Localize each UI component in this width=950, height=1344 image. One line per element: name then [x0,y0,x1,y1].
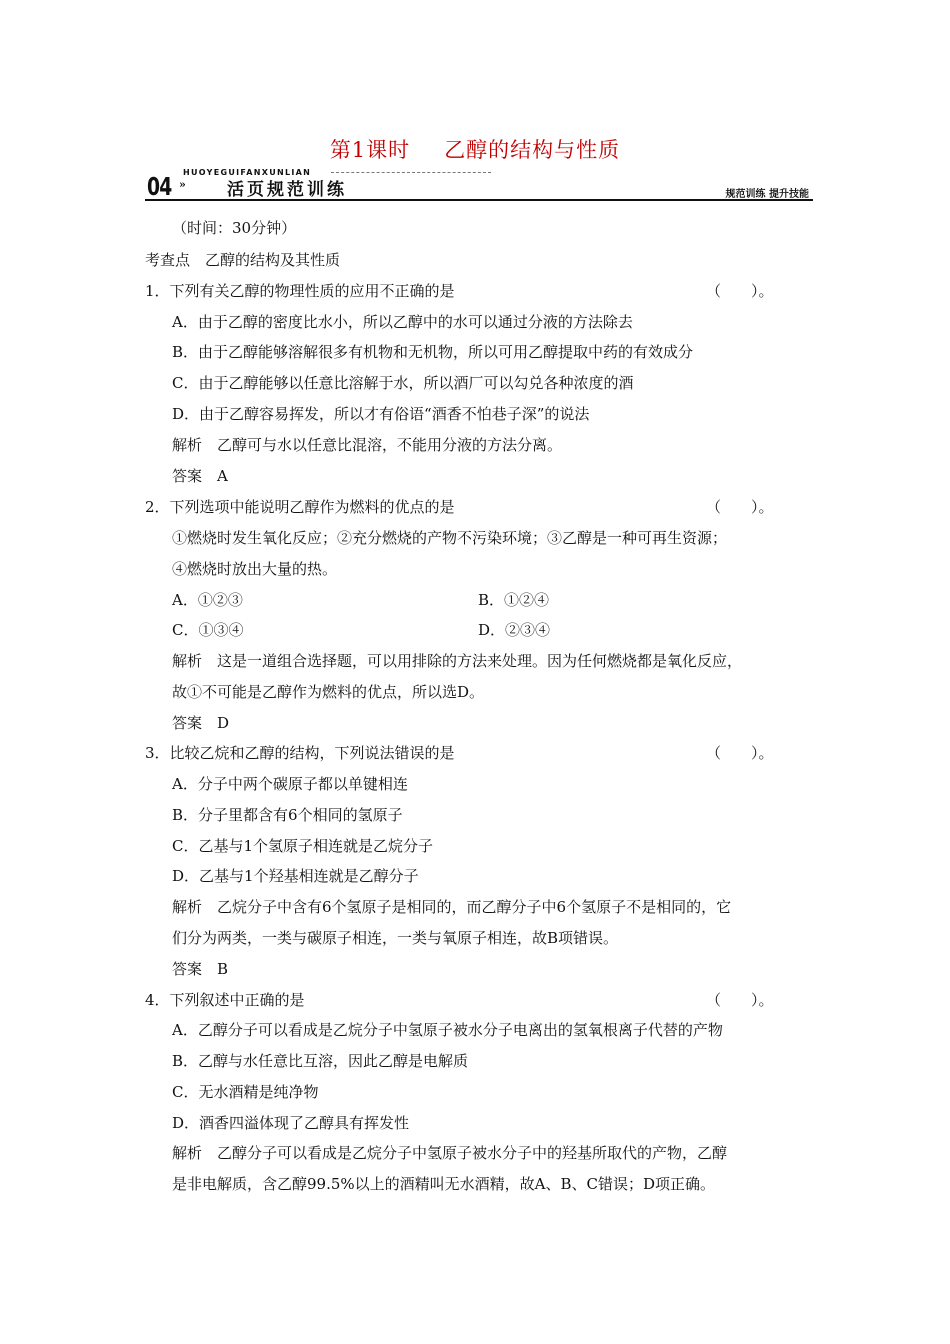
question-1-option-b: B．由于乙醇能够溶解很多有机物和无机物，所以可用乙醇提取中药的有效成分 [172,343,694,361]
question-4-stem: 4．下列叙述中正确的是 [145,991,305,1009]
question-1-analysis: 解析 乙醇可与水以任意比混溶，不能用分液的方法分离。 [172,436,563,454]
question-4-option-b: B．乙醇与水任意比互溶，因此乙醇是电解质 [172,1052,469,1070]
question-2-blank: （ ）。 [706,498,774,516]
question-3-blank: （ ）。 [706,744,774,762]
banner-dotted-rule [331,172,491,173]
banner-arrow-icon: » [179,178,186,191]
section-banner [145,166,813,202]
question-2-analysis-line-1: 解析 这是一道组合选择题，可以用排除的方法来处理。因为任何燃烧都是氧化反应， [172,652,743,670]
question-1-answer: 答案 A [172,467,228,485]
question-2-option-c: C．①③④ [172,621,244,639]
question-1-option-d: D．由于乙醇容易挥发，所以才有俗语“酒香不怕巷子深”的说法 [172,405,590,423]
question-1-option-a: A．由于乙醇的密度比水小，所以乙醇中的水可以通过分液的方法除去 [172,313,633,331]
question-3-answer: 答案 B [172,960,229,978]
question-2-answer: 答案 D [172,714,230,732]
question-1-option-c: C．由于乙醇能够以任意比溶解于水，所以酒厂可以勾兑各种浓度的酒 [172,374,634,392]
question-2-stem: 2．下列选项中能说明乙醇作为燃料的优点的是 [145,498,455,516]
topic-heading: 考查点 乙醇的结构及其性质 [145,251,341,269]
question-2-option-b: B．①②④ [478,591,550,609]
question-1-stem: 1．下列有关乙醇的物理性质的应用不正确的是 [145,282,455,300]
question-4-analysis-line-2: 是非电解质，含乙醇99.5%以上的酒精叫无水酒精，故A、B、C错误；D项正确。 [172,1175,716,1193]
question-3-option-b: B．分子里都含有6个相同的氢原子 [172,806,403,824]
banner-rule [145,199,813,201]
question-2-items-line-1: ①燃烧时发生氧化反应；②充分燃烧的产物不污染环境；③乙醇是一种可再生资源； [172,529,728,547]
question-2-option-a: A．①②③ [172,591,243,609]
question-4-option-a: A．乙醇分子可以看成是乙烷分子中氢原子被水分子电离出的氢氧根离子代替的产物 [172,1021,723,1039]
question-4-analysis-line-1: 解析 乙醇分子可以看成是乙烷分子中氢原子被水分子中的羟基所取代的产物，乙醇 [172,1144,728,1162]
banner-number: 04 [147,172,172,201]
banner-heading: 活页规范训练 [227,180,347,200]
question-4-blank: （ ）。 [706,991,774,1009]
question-3-option-d: D．乙基与1个羟基相连就是乙醇分子 [172,867,419,885]
question-3-analysis-line-2: 们分为两类，一类与碳原子相连，一类与氧原子相连，故B项错误。 [172,929,619,947]
question-2-option-d: D．②③④ [478,621,551,639]
banner-pinyin: HUOYEGUIFANXUNLIAN [183,168,312,177]
question-2-items-line-2: ④燃烧时放出大量的热。 [172,560,338,578]
question-3-stem: 3．比较乙烷和乙醇的结构，下列说法错误的是 [145,744,455,762]
question-2-analysis-line-2: 故①不可能是乙醇作为燃料的优点，所以选D。 [172,683,485,701]
banner-slogan: 规范训练 提升技能 [725,189,809,200]
question-3-analysis-line-1: 解析 乙烷分子中含有6个氢原子是相同的，而乙醇分子中6个氢原子不是相同的，它 [172,898,732,916]
question-1-blank: （ ）。 [706,282,774,300]
question-4-option-d: D．酒香四溢体现了乙醇具有挥发性 [172,1114,410,1132]
question-4-option-c: C．无水酒精是纯净物 [172,1083,319,1101]
question-3-option-c: C．乙基与1个氢原子相连就是乙烷分子 [172,837,434,855]
page-title [0,134,950,164]
lesson-number: 第1课时 [329,138,411,162]
time-limit: （时间：30分钟） [172,219,297,237]
question-3-option-a: A．分子中两个碳原子都以单键相连 [172,775,408,793]
lesson-title: 乙醇的结构与性质 [444,138,621,162]
